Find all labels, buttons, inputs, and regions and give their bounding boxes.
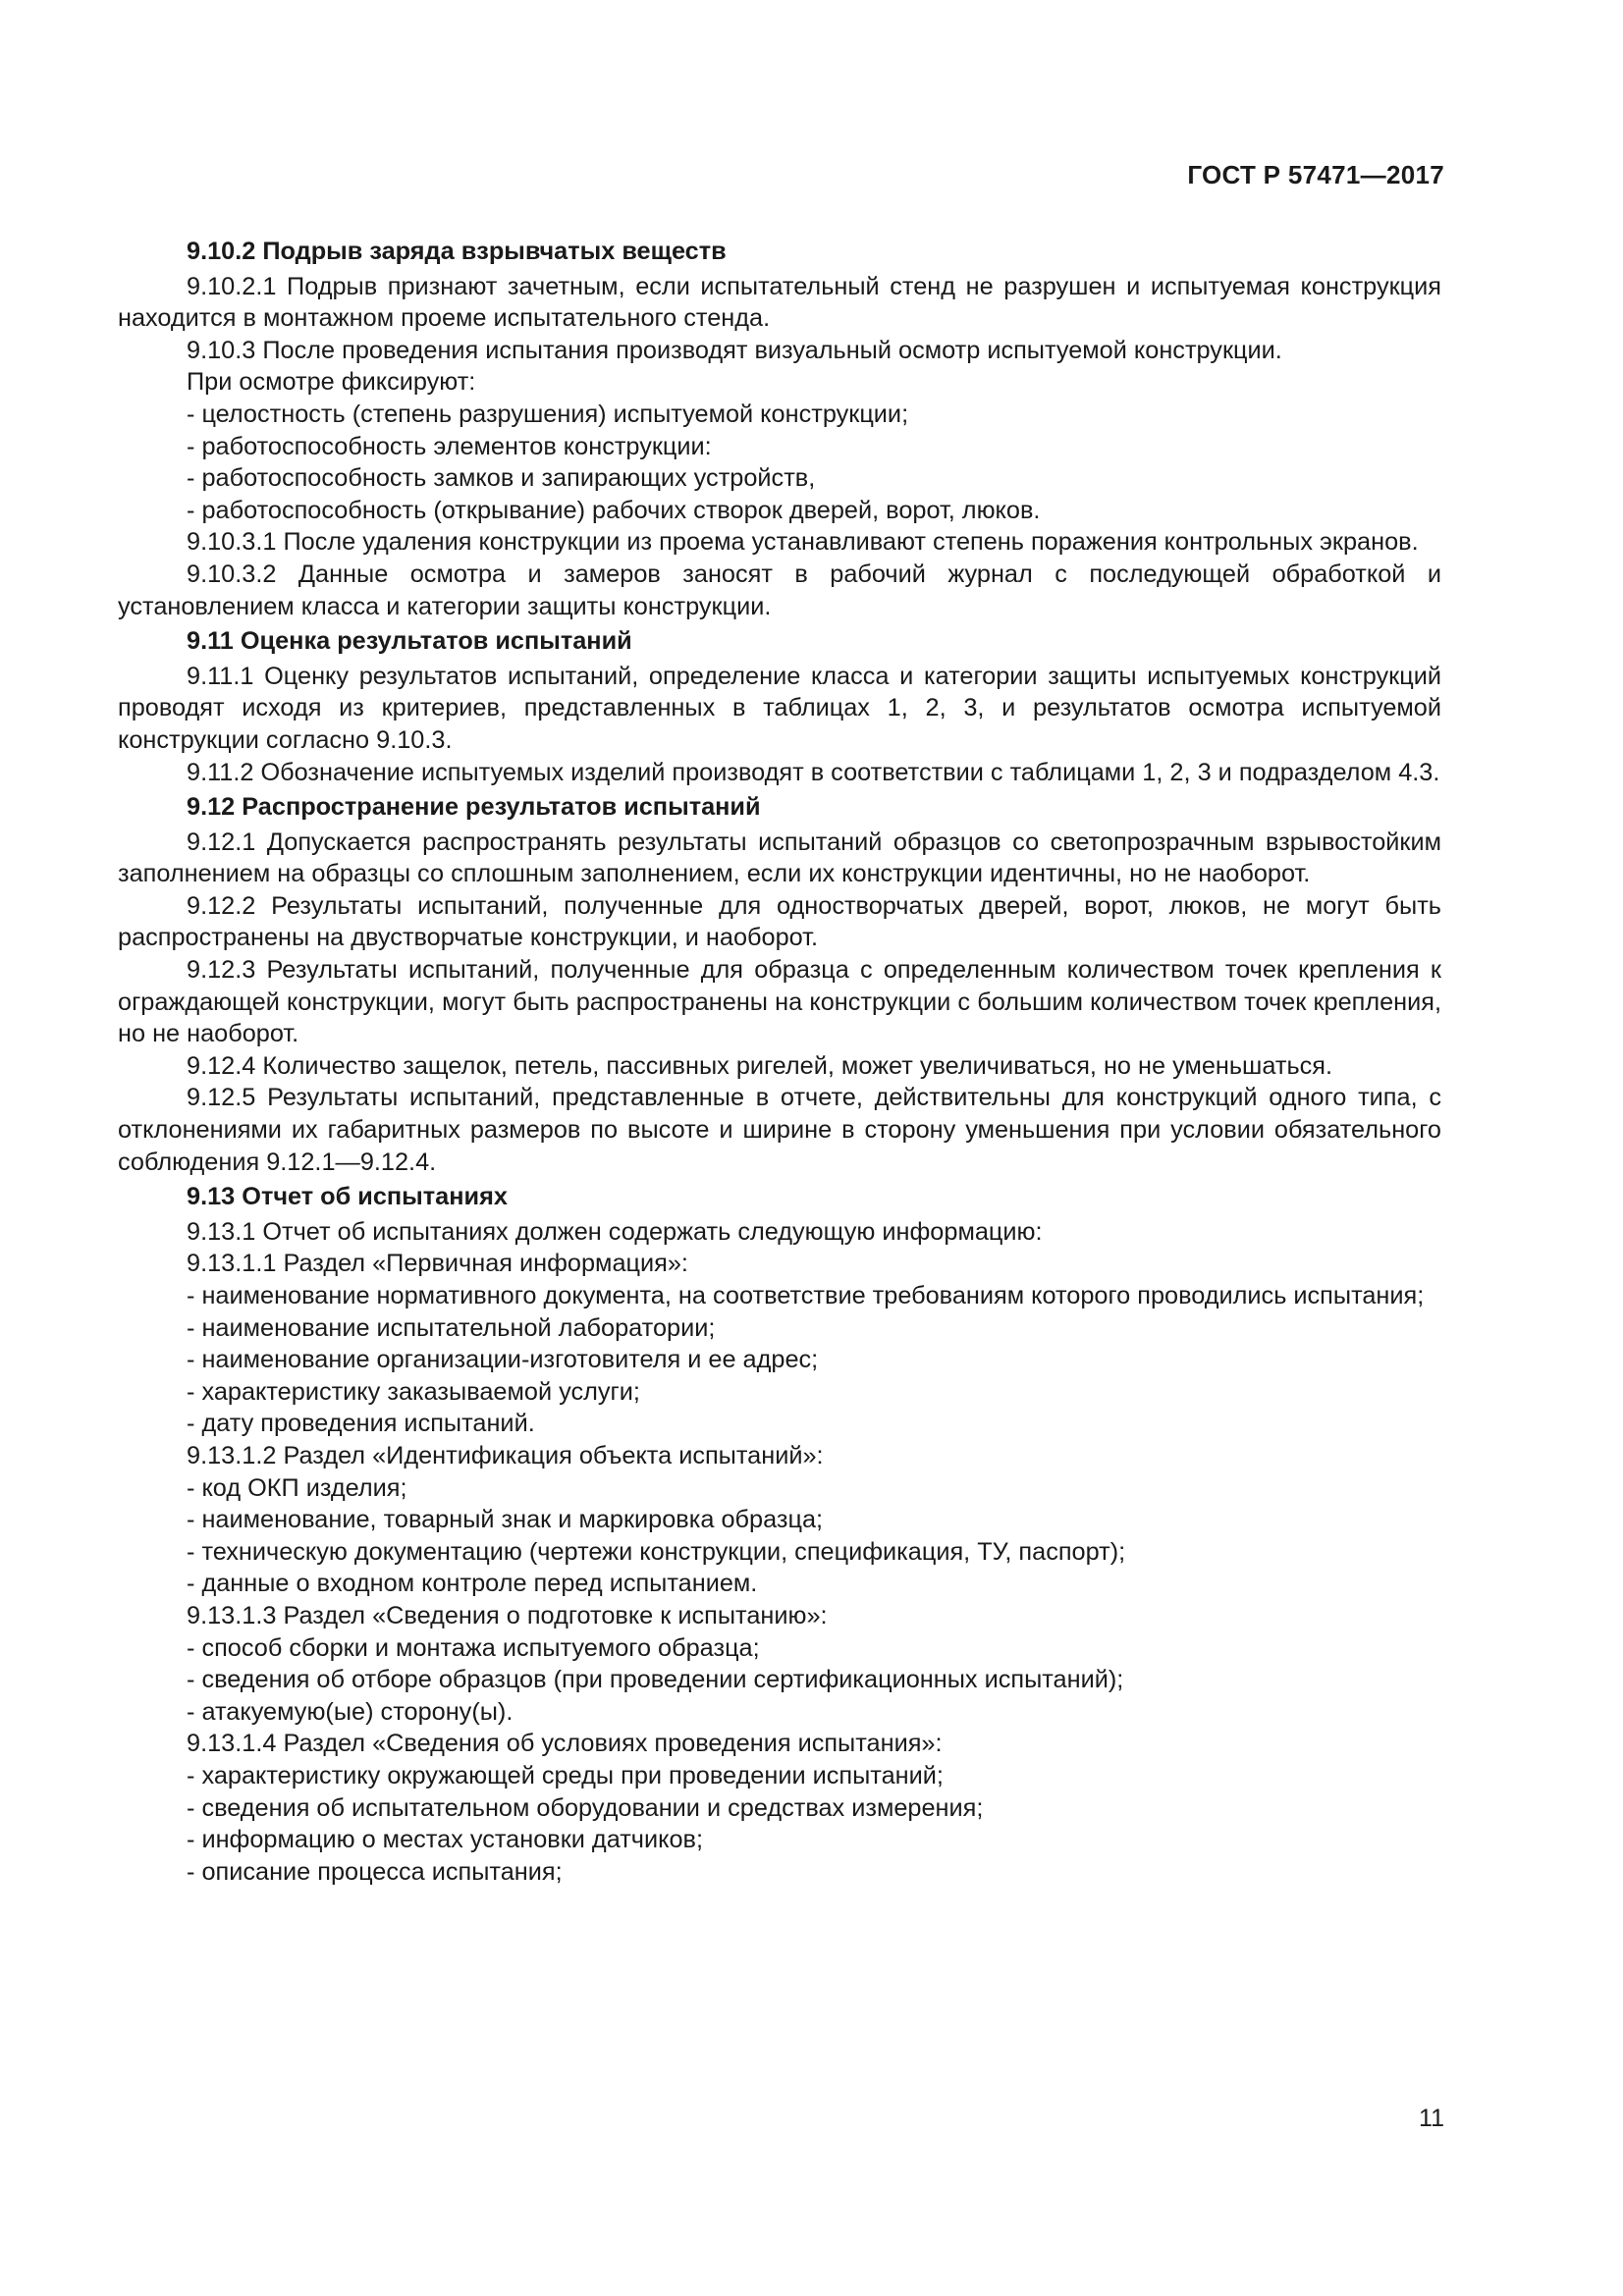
paragraph: 9.10.2.1 Подрыв признают зачетным, если испытательный стенд не разрушен и испытуемая конструкция находится в монтажном проеме испытательного стенда. <box>118 272 1441 333</box>
list-item: - информацию о местах установки датчиков; <box>187 1826 703 1854</box>
paragraph: 9.13.1.4 Раздел «Сведения об условиях проведения испытания»: <box>187 1730 943 1758</box>
paragraph: 9.13.1.2 Раздел «Идентификация объекта испытаний»: <box>187 1441 824 1469</box>
document-body <box>118 233 1441 1888</box>
list-item: - код ОКП изделия; <box>187 1473 407 1502</box>
list-item: - способ сборки и монтажа испытуемого образца; <box>187 1633 760 1662</box>
paragraph: 9.10.3.2 Данные осмотра и замеров заносят в рабочий журнал с последующей обработкой и установлением класса и категории защиты конструкции. <box>118 560 1441 620</box>
list-item: - характеристику окружающей среды при проведении испытаний; <box>187 1761 944 1789</box>
list-item: - данные о входном контроле перед испытанием. <box>187 1570 758 1598</box>
paragraph: 9.12.4 Количество защелок, петель, пассивных ригелей, может увеличиваться, но не уменьшаться. <box>187 1051 1333 1080</box>
list-item: - дату проведения испытаний. <box>187 1410 535 1438</box>
paragraph: 9.12.3 Результаты испытаний, полученные для образца с определенным количеством точек крепления к ограждающей конструкции, могут быть распространены на конструкции с большим количеством точек крепления, но не наоборот. <box>118 956 1441 1048</box>
document-code: ГОСТ Р 57471—2017 <box>1187 160 1444 189</box>
paragraph: 9.13.1.3 Раздел «Сведения о подготовке к испытанию»: <box>187 1601 828 1629</box>
paragraph: 9.12.1 Допускается распространять результаты испытаний образцов со светопрозрачным взрывостойким заполнением на образцы со сплошным заполнением, если их конструкции идентичны, но не наоборот. <box>118 828 1441 888</box>
paragraph: 9.12.5 Результаты испытаний, представленные в отчете, действительны для конструкций одного типа, с отклонениями их габаритных размеров по высоте и ширине в сторону уменьшения при условии обязательного соблюдения 9.12.1—9.12.4. <box>118 1084 1441 1176</box>
list-item: - наименование организации-изготовителя и ее адрес; <box>187 1346 819 1374</box>
paragraph: 9.12.2 Результаты испытаний, полученные для одностворчатых дверей, ворот, люков, не могут быть распространены на двустворчатые конструкции, и наоборот. <box>118 891 1441 952</box>
section-heading: 9.12 Распространение результатов испытаний <box>187 793 761 822</box>
page-number: 11 <box>1419 2105 1444 2132</box>
paragraph: 9.10.3.1 После удаления конструкции из проема устанавливают степень поражения контрольных экранов. <box>187 528 1419 557</box>
paragraph: 9.10.3 После проведения испытания производят визуальный осмотр испытуемой конструкции. <box>187 336 1282 364</box>
list-item: - атакуемую(ые) сторону(ы). <box>187 1697 514 1726</box>
paragraph: 9.11.1 Оценку результатов испытаний, определение класса и категории защиты испытуемых конструкций проводят исходя из критериев, представленных в таблицах 1, 2, 3, и результатов осмотра испытуемой конструкции согласно 9.10.3. <box>118 662 1441 754</box>
list-item: - работоспособность замков и запирающих устройств, <box>187 464 816 493</box>
section-heading: 9.11 Оценка результатов испытаний <box>187 627 632 656</box>
list-item: - сведения об отборе образцов (при проведении сертификационных испытаний); <box>187 1666 1124 1694</box>
paragraph: - наименование нормативного документа, на соответствие требованиям которого проводились испытания; <box>187 1282 1425 1309</box>
section-heading: 9.10.2 Подрыв заряда взрывчатых веществ <box>187 238 727 265</box>
section-heading: 9.13 Отчет об испытаниях <box>187 1183 508 1211</box>
list-item: - работоспособность элементов конструкции: <box>187 432 712 460</box>
list-item: При осмотре фиксируют: <box>187 368 476 397</box>
list-item: - сведения об испытательном оборудовании и средствах измерения; <box>187 1793 984 1822</box>
list-item: - наименование, товарный знак и маркировка образца; <box>187 1506 824 1534</box>
list-item: - работоспособность (открывание) рабочих створок дверей, ворот, люков. <box>187 496 1041 524</box>
list-item: - наименование испытательной лаборатории; <box>187 1313 716 1342</box>
list-item: - целостность (степень разрушения) испытуемой конструкции; <box>187 400 909 428</box>
paragraph: 9.13.1 Отчет об испытаниях должен содержать следующую информацию: <box>187 1217 1043 1246</box>
paragraph: 9.13.1.1 Раздел «Первичная информация»: <box>187 1250 688 1278</box>
paragraph: 9.11.2 Обозначение испытуемых изделий производят в соответствии с таблицами 1, 2, 3 и подразделом 4.3. <box>187 758 1440 786</box>
list-item: - техническую документацию (чертежи конструкции, спецификация, ТУ, паспорт); <box>187 1537 1126 1566</box>
list-item: - описание процесса испытания; <box>187 1857 563 1886</box>
list-item: - характеристику заказываемой услуги; <box>187 1377 640 1406</box>
